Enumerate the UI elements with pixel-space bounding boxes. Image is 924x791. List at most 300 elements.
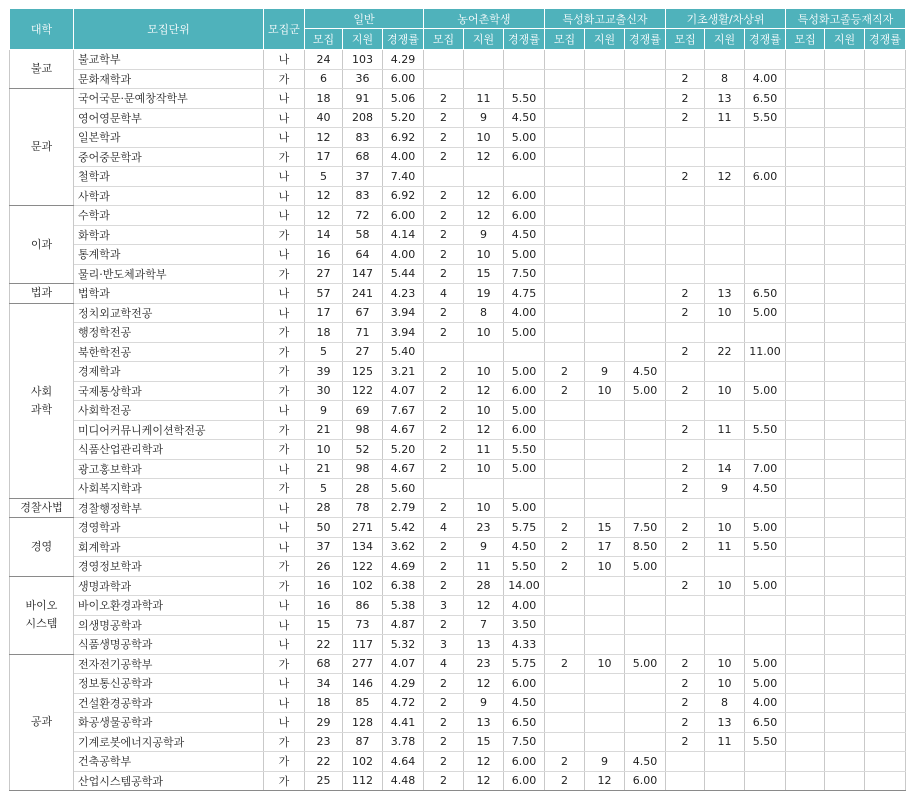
unit-cell: 식품산업관리학과 <box>74 440 264 460</box>
group-cell: 가 <box>264 342 305 362</box>
applicants-cell: 13 <box>705 89 745 109</box>
applicants-cell: 36 <box>343 69 383 89</box>
ratio-cell <box>504 50 545 70</box>
applicants-cell <box>825 615 865 635</box>
ratio-cell <box>865 186 906 206</box>
unit-cell: 일본학과 <box>74 128 264 148</box>
applicants-cell <box>705 362 745 382</box>
table-row <box>10 557 906 577</box>
ratio-cell: 7.67 <box>383 401 424 421</box>
applicants-cell: 98 <box>343 420 383 440</box>
recruit-cell <box>666 245 705 265</box>
ratio-cell <box>745 401 786 421</box>
applicants-cell: 10 <box>464 323 504 343</box>
ratio-cell: 11.00 <box>745 342 786 362</box>
ratio-cell <box>625 69 666 89</box>
ratio-cell <box>625 674 666 694</box>
recruit-cell <box>666 264 705 284</box>
recruit-cell <box>786 225 825 245</box>
applicants-cell <box>705 225 745 245</box>
table-row <box>10 693 906 713</box>
header-sub-recruit: 모집 <box>786 29 825 50</box>
group-cell: 가 <box>264 440 305 460</box>
table-row <box>10 303 906 323</box>
recruit-cell <box>545 635 585 655</box>
ratio-cell: 6.92 <box>383 128 424 148</box>
applicants-cell: 12 <box>464 147 504 167</box>
applicants-cell <box>585 635 625 655</box>
ratio-cell: 4.75 <box>504 284 545 304</box>
ratio-cell <box>625 264 666 284</box>
recruit-cell: 24 <box>305 50 343 70</box>
ratio-cell: 4.00 <box>504 303 545 323</box>
table-row <box>10 635 906 655</box>
recruit-cell: 4 <box>424 518 464 538</box>
recruit-cell: 2 <box>666 693 705 713</box>
recruit-cell <box>545 693 585 713</box>
table-row <box>10 381 906 401</box>
unit-cell: 불교학부 <box>74 50 264 70</box>
recruit-cell: 28 <box>305 498 343 518</box>
recruit-cell <box>545 245 585 265</box>
group-cell: 나 <box>264 167 305 187</box>
applicants-cell <box>464 479 504 499</box>
ratio-cell <box>745 771 786 791</box>
applicants-cell <box>705 206 745 226</box>
ratio-cell: 5.00 <box>504 362 545 382</box>
applicants-cell: 83 <box>343 186 383 206</box>
ratio-cell <box>865 264 906 284</box>
header-sub-applicants: 지원 <box>343 29 383 50</box>
applicants-cell <box>825 459 865 479</box>
group-cell: 나 <box>264 401 305 421</box>
header-category-general: 일반 <box>305 9 424 29</box>
ratio-cell: 5.50 <box>745 108 786 128</box>
table-row <box>10 440 906 460</box>
applicants-cell <box>825 576 865 596</box>
recruit-cell <box>545 108 585 128</box>
group-cell: 나 <box>264 498 305 518</box>
applicants-cell: 125 <box>343 362 383 382</box>
ratio-cell <box>865 440 906 460</box>
unit-cell: 전자전기공학부 <box>74 654 264 674</box>
recruit-cell: 2 <box>424 420 464 440</box>
table-row <box>10 69 906 89</box>
recruit-cell: 2 <box>666 732 705 752</box>
ratio-cell: 6.50 <box>504 713 545 733</box>
applicants-cell: 9 <box>464 225 504 245</box>
recruit-cell <box>545 674 585 694</box>
table-row <box>10 89 906 109</box>
applicants-cell: 13 <box>705 713 745 733</box>
recruit-cell: 2 <box>545 362 585 382</box>
applicants-cell <box>825 557 865 577</box>
recruit-cell <box>666 615 705 635</box>
recruit-cell: 2 <box>424 732 464 752</box>
unit-cell: 광고홍보학과 <box>74 459 264 479</box>
table-row <box>10 342 906 362</box>
table-row <box>10 206 906 226</box>
recruit-cell <box>545 206 585 226</box>
recruit-cell: 2 <box>424 401 464 421</box>
ratio-cell: 4.50 <box>745 479 786 499</box>
ratio-cell: 5.00 <box>504 245 545 265</box>
recruit-cell: 4 <box>424 284 464 304</box>
ratio-cell: 5.00 <box>504 128 545 148</box>
ratio-cell <box>745 615 786 635</box>
applicants-cell: 28 <box>343 479 383 499</box>
ratio-cell: 5.50 <box>745 420 786 440</box>
table-row <box>10 245 906 265</box>
recruit-cell: 23 <box>305 732 343 752</box>
applicants-cell <box>825 284 865 304</box>
applicants-cell: 11 <box>464 557 504 577</box>
ratio-cell <box>625 498 666 518</box>
ratio-cell <box>865 206 906 226</box>
applicants-cell: 9 <box>705 479 745 499</box>
ratio-cell <box>745 440 786 460</box>
recruit-cell <box>424 479 464 499</box>
ratio-cell: 5.00 <box>625 381 666 401</box>
applicants-cell <box>585 264 625 284</box>
unit-cell: 통계학과 <box>74 245 264 265</box>
ratio-cell: 5.20 <box>383 108 424 128</box>
applicants-cell <box>825 693 865 713</box>
table-row <box>10 518 906 538</box>
applicants-cell <box>705 147 745 167</box>
ratio-cell: 2.79 <box>383 498 424 518</box>
applicants-cell: 12 <box>585 771 625 791</box>
applicants-cell <box>705 264 745 284</box>
ratio-cell <box>625 225 666 245</box>
recruit-cell: 26 <box>305 557 343 577</box>
applicants-cell <box>825 518 865 538</box>
recruit-cell: 2 <box>424 245 464 265</box>
ratio-cell: 5.00 <box>625 557 666 577</box>
ratio-cell <box>865 323 906 343</box>
applicants-cell <box>705 635 745 655</box>
group-cell: 나 <box>264 518 305 538</box>
group-cell: 가 <box>264 264 305 284</box>
recruit-cell <box>666 128 705 148</box>
ratio-cell: 3.94 <box>383 303 424 323</box>
applicants-cell <box>825 206 865 226</box>
ratio-cell <box>865 498 906 518</box>
applicants-cell <box>585 284 625 304</box>
applicants-cell <box>464 342 504 362</box>
ratio-cell <box>625 284 666 304</box>
recruit-cell <box>786 303 825 323</box>
recruit-cell: 2 <box>424 323 464 343</box>
ratio-cell <box>865 362 906 382</box>
applicants-cell: 12 <box>464 420 504 440</box>
applicants-cell <box>825 225 865 245</box>
applicants-cell: 10 <box>705 303 745 323</box>
recruit-cell <box>424 50 464 70</box>
recruit-cell <box>666 752 705 772</box>
ratio-cell <box>625 615 666 635</box>
ratio-cell <box>865 635 906 655</box>
college-cell: 공과 <box>10 654 74 791</box>
applicants-cell: 14 <box>705 459 745 479</box>
applicants-cell <box>825 186 865 206</box>
applicants-cell: 103 <box>343 50 383 70</box>
ratio-cell: 6.50 <box>745 89 786 109</box>
recruit-cell: 2 <box>424 576 464 596</box>
ratio-cell: 3.21 <box>383 362 424 382</box>
ratio-cell: 4.00 <box>745 693 786 713</box>
recruit-cell <box>786 479 825 499</box>
recruit-cell: 25 <box>305 771 343 791</box>
ratio-cell: 5.38 <box>383 596 424 616</box>
table-row <box>10 128 906 148</box>
applicants-cell <box>825 264 865 284</box>
applicants-cell: 37 <box>343 167 383 187</box>
ratio-cell <box>625 245 666 265</box>
applicants-cell <box>585 323 625 343</box>
recruit-cell: 16 <box>305 245 343 265</box>
header-category-employed: 특성화고졸등재직자 <box>786 9 906 29</box>
applicants-cell: 12 <box>464 674 504 694</box>
recruit-cell: 2 <box>424 303 464 323</box>
ratio-cell <box>865 108 906 128</box>
recruit-cell <box>545 303 585 323</box>
applicants-cell: 13 <box>464 713 504 733</box>
applicants-cell: 15 <box>464 732 504 752</box>
ratio-cell: 4.50 <box>625 362 666 382</box>
group-cell: 가 <box>264 420 305 440</box>
recruit-cell: 2 <box>666 674 705 694</box>
group-cell: 가 <box>264 225 305 245</box>
recruit-cell: 2 <box>424 771 464 791</box>
recruit-cell: 6 <box>305 69 343 89</box>
recruit-cell: 17 <box>305 147 343 167</box>
recruit-cell <box>786 323 825 343</box>
recruit-cell: 2 <box>424 440 464 460</box>
header-category-low-income: 기초생활/차상위 <box>666 9 786 29</box>
applicants-cell <box>585 440 625 460</box>
table-row <box>10 654 906 674</box>
recruit-cell: 37 <box>305 537 343 557</box>
applicants-cell <box>585 147 625 167</box>
applicants-cell: 134 <box>343 537 383 557</box>
table-row <box>10 50 906 70</box>
table-row <box>10 284 906 304</box>
header-sub-recruit: 모집 <box>305 29 343 50</box>
recruit-cell <box>786 50 825 70</box>
recruit-cell: 2 <box>666 420 705 440</box>
table-row <box>10 362 906 382</box>
recruit-cell: 30 <box>305 381 343 401</box>
applicants-cell <box>464 69 504 89</box>
ratio-cell: 6.50 <box>745 284 786 304</box>
ratio-cell: 4.07 <box>383 654 424 674</box>
unit-cell: 행정학전공 <box>74 323 264 343</box>
ratio-cell <box>865 537 906 557</box>
unit-cell: 정보통신공학과 <box>74 674 264 694</box>
recruit-cell <box>786 69 825 89</box>
unit-cell: 의생명공학과 <box>74 615 264 635</box>
ratio-cell: 5.50 <box>745 732 786 752</box>
recruit-cell: 3 <box>424 596 464 616</box>
unit-cell: 건설환경공학과 <box>74 693 264 713</box>
applicants-cell <box>825 674 865 694</box>
ratio-cell <box>865 576 906 596</box>
applicants-cell <box>705 771 745 791</box>
table-row <box>10 576 906 596</box>
unit-cell: 국제통상학과 <box>74 381 264 401</box>
group-cell: 가 <box>264 654 305 674</box>
ratio-cell <box>865 401 906 421</box>
ratio-cell: 4.14 <box>383 225 424 245</box>
recruit-cell: 2 <box>424 557 464 577</box>
unit-cell: 생명과학과 <box>74 576 264 596</box>
recruit-cell: 2 <box>666 654 705 674</box>
ratio-cell <box>504 479 545 499</box>
applicants-cell <box>825 752 865 772</box>
applicants-cell <box>585 50 625 70</box>
applicants-cell: 146 <box>343 674 383 694</box>
recruit-cell <box>786 206 825 226</box>
recruit-cell: 2 <box>424 459 464 479</box>
recruit-cell <box>545 713 585 733</box>
table-row <box>10 108 906 128</box>
applicants-cell: 112 <box>343 771 383 791</box>
ratio-cell: 5.00 <box>504 498 545 518</box>
applicants-cell <box>585 225 625 245</box>
ratio-cell <box>865 693 906 713</box>
ratio-cell <box>865 479 906 499</box>
recruit-cell <box>786 342 825 362</box>
group-cell: 가 <box>264 362 305 382</box>
recruit-cell <box>666 401 705 421</box>
applicants-cell <box>585 693 625 713</box>
applicants-cell <box>705 128 745 148</box>
college-cell: 법과 <box>10 284 74 304</box>
applicants-cell: 10 <box>705 381 745 401</box>
ratio-cell <box>625 167 666 187</box>
applicants-cell: 10 <box>705 674 745 694</box>
applicants-cell: 68 <box>343 147 383 167</box>
recruit-cell <box>786 420 825 440</box>
ratio-cell: 4.72 <box>383 693 424 713</box>
header-sub-ratio: 경쟁률 <box>745 29 786 50</box>
unit-cell: 미디어커뮤니케이션학전공 <box>74 420 264 440</box>
recruit-cell: 2 <box>545 381 585 401</box>
ratio-cell: 4.50 <box>504 108 545 128</box>
unit-cell: 문화재학과 <box>74 69 264 89</box>
recruit-cell: 2 <box>666 518 705 538</box>
recruit-cell <box>786 752 825 772</box>
recruit-cell <box>424 167 464 187</box>
ratio-cell: 4.07 <box>383 381 424 401</box>
applicants-cell: 11 <box>705 537 745 557</box>
ratio-cell <box>865 615 906 635</box>
unit-cell: 회계학과 <box>74 537 264 557</box>
recruit-cell: 2 <box>545 557 585 577</box>
admission-table-container <box>9 8 906 791</box>
ratio-cell: 5.40 <box>383 342 424 362</box>
recruit-cell <box>786 674 825 694</box>
recruit-cell: 2 <box>545 771 585 791</box>
header-sub-applicants: 지원 <box>585 29 625 50</box>
applicants-cell: 27 <box>343 342 383 362</box>
recruit-cell <box>786 635 825 655</box>
applicants-cell <box>825 147 865 167</box>
ratio-cell: 5.00 <box>745 303 786 323</box>
recruit-cell: 2 <box>666 576 705 596</box>
applicants-cell: 12 <box>464 596 504 616</box>
applicants-cell: 12 <box>705 167 745 187</box>
recruit-cell <box>786 518 825 538</box>
applicants-cell: 117 <box>343 635 383 655</box>
college-cell: 문과 <box>10 89 74 206</box>
ratio-cell <box>865 245 906 265</box>
ratio-cell: 4.48 <box>383 771 424 791</box>
ratio-cell <box>865 771 906 791</box>
recruit-cell: 27 <box>305 264 343 284</box>
recruit-cell <box>786 440 825 460</box>
applicants-cell: 12 <box>464 771 504 791</box>
ratio-cell: 5.00 <box>745 654 786 674</box>
header-sub-applicants: 지원 <box>705 29 745 50</box>
applicants-cell: 10 <box>464 362 504 382</box>
recruit-cell: 2 <box>424 186 464 206</box>
applicants-cell <box>825 498 865 518</box>
unit-cell: 사회학전공 <box>74 401 264 421</box>
applicants-cell: 11 <box>464 89 504 109</box>
group-cell: 가 <box>264 576 305 596</box>
applicants-cell <box>825 420 865 440</box>
ratio-cell: 4.00 <box>383 147 424 167</box>
recruit-cell: 2 <box>666 89 705 109</box>
table-row <box>10 225 906 245</box>
ratio-cell: 5.44 <box>383 264 424 284</box>
applicants-cell: 13 <box>705 284 745 304</box>
ratio-cell: 5.75 <box>504 654 545 674</box>
applicants-cell: 10 <box>464 128 504 148</box>
applicants-cell <box>825 323 865 343</box>
applicants-cell: 87 <box>343 732 383 752</box>
applicants-cell: 13 <box>464 635 504 655</box>
ratio-cell: 6.00 <box>504 771 545 791</box>
recruit-cell <box>545 50 585 70</box>
recruit-cell: 10 <box>305 440 343 460</box>
ratio-cell <box>865 557 906 577</box>
recruit-cell <box>666 771 705 791</box>
recruit-cell <box>666 440 705 460</box>
ratio-cell: 3.62 <box>383 537 424 557</box>
ratio-cell <box>625 596 666 616</box>
ratio-cell: 4.50 <box>504 225 545 245</box>
recruit-cell <box>786 147 825 167</box>
ratio-cell: 4.29 <box>383 674 424 694</box>
ratio-cell: 6.00 <box>504 206 545 226</box>
recruit-cell: 22 <box>305 752 343 772</box>
recruit-cell: 2 <box>666 284 705 304</box>
applicants-cell: 19 <box>464 284 504 304</box>
applicants-cell: 10 <box>585 654 625 674</box>
table-row <box>10 537 906 557</box>
table-row <box>10 771 906 791</box>
unit-cell: 북한학전공 <box>74 342 264 362</box>
recruit-cell: 2 <box>666 167 705 187</box>
ratio-cell <box>865 147 906 167</box>
recruit-cell: 12 <box>305 186 343 206</box>
applicants-cell: 10 <box>585 381 625 401</box>
unit-cell: 사학과 <box>74 186 264 206</box>
ratio-cell: 3.94 <box>383 323 424 343</box>
